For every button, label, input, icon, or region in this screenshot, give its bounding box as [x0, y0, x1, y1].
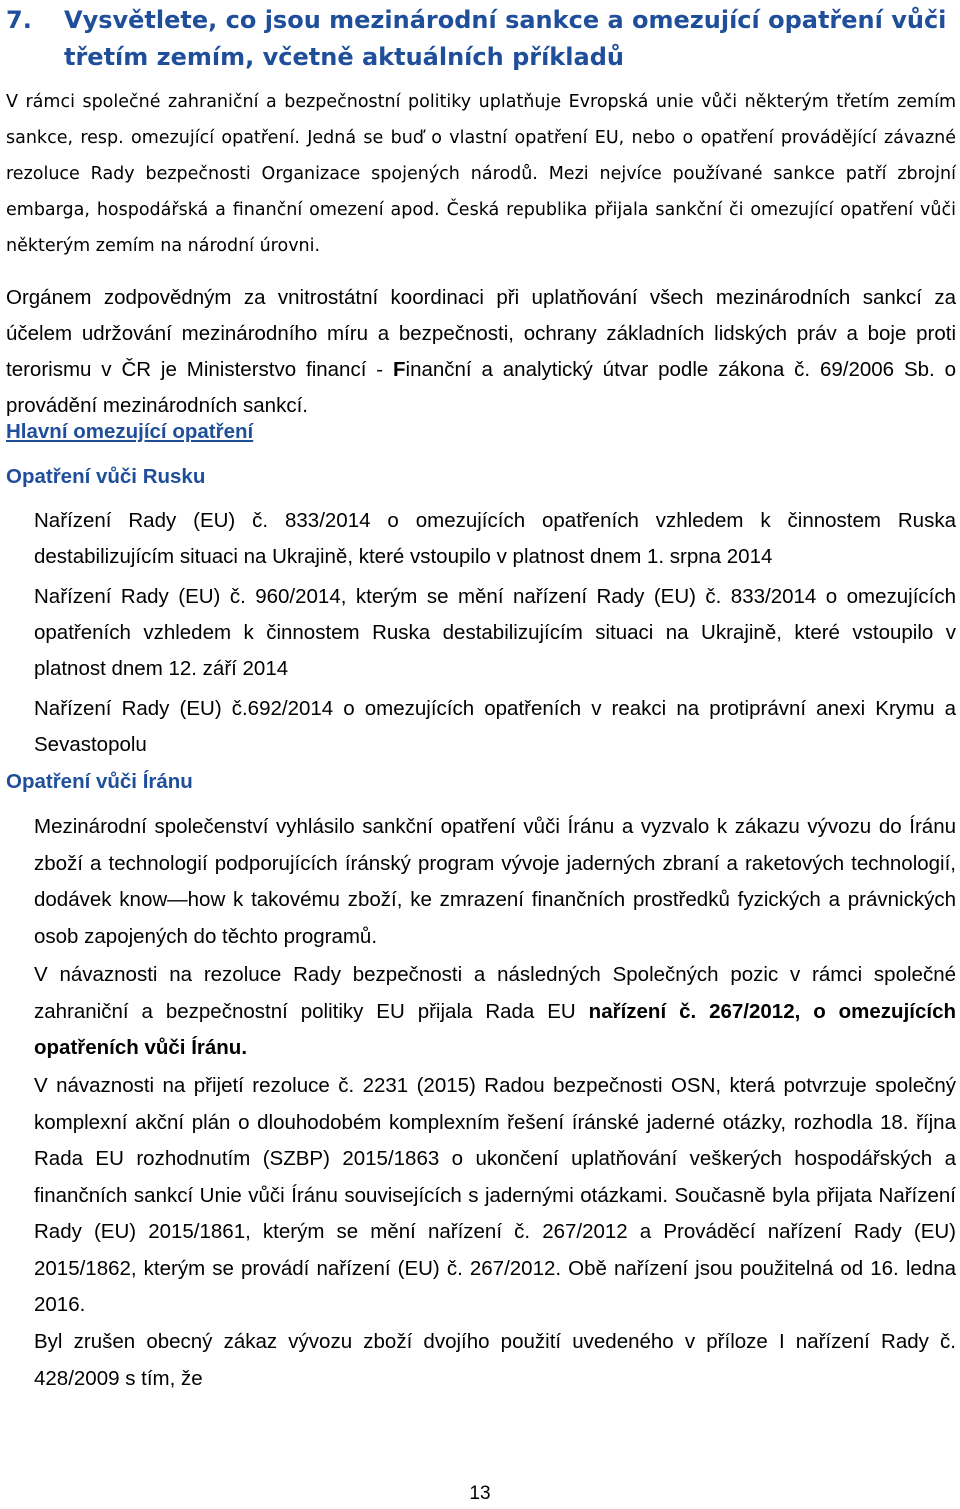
iran-regulation-text: V návaznosti na rezoluce Rady bezpečnosti a následných Společných pozic v rámci společné zahraniční a bezpečnostní politiky EU přijala Rada EU — [34, 963, 956, 1023]
iran-paragraph-dual-use: Byl zrušen obecný zákaz vývozu zboží dvojího použití uvedeného v příloze I nařízení Rady č. 428/2009 s tím, že — [34, 1330, 956, 1390]
iran-paragraph-regulation — [34, 957, 956, 1067]
iran-heading: Opatření vůči Íránu — [6, 770, 193, 793]
coordination-text-before: Orgánem zodpovědným za vnitrostátní koordinaci při uplatňování všech mezinárodních sankcí za účelem udržování mezinárodního míru a bezpečnosti, ochrany základních lidských práv a boje proti terorismu v ČR je Ministerstvo financí - — [6, 286, 956, 381]
russia-regulation-833: Nařízení Rady (EU) č. 833/2014 o omezujících opatřeních vzhledem k činnostem Ruska destabilizujícím situaci na Ukrajině, které vstoupilo v platnost dnem 1. srpna 2014 — [34, 509, 956, 568]
intro-paragraph: V rámci společné zahraniční a bezpečnostní politiky uplatňuje Evropská unie vůči některým třetím zemím sankce, resp. omezující opatření. Jedná se buď o vlastní opatření EU, nebo o opatření provádějící závazné rezoluce Rady bezpečnosti Organizace spojených národů. Mezi nejvíce používané sankce patří zbrojní embarga, hospodářská a finanční omezení apod. Česká republika přijala sankční či omezující opatření vůči některým zemím na národní úrovni. — [6, 92, 956, 256]
russia-heading: Opatření vůči Rusku — [6, 465, 206, 488]
russia-regulation-692: Nařízení Rady (EU) č.692/2014 o omezujících opatřeních v reakci na protiprávní anexi Krymu a Sevastopolu — [34, 697, 956, 756]
question-title: Vysvětlete, co jsou mezinárodní sankce a omezující opatření vůči třetím zemím, včetně aktuálních příkladů — [64, 6, 947, 71]
iran-paragraph-resolution: V návaznosti na přijetí rezoluce č. 2231 (2015) Radou bezpečnosti OSN, která potvrzuje společný komplexní akční plán o dlouhodobém komplexním řešení íránské jaderné otázky, rozhodla 18. října Rada EU rozhodnutím (SZBP) 2015/1863 o ukončení uplatňování veškerých hospodářských a finančních sankcí Unie vůči Íránu souvisejících s jadernými otázkami. Současně byla přijata Nařízení Rady (EU) 2015/1861, kterým se mění nařízení č. 267/2012 a Prováděcí nařízení Rady (EU) 2015/1862, kterým se provádí nařízení (EU) č. 267/2012. Obě nařízení jsou použitelná od 16. ledna 2016. — [34, 1074, 956, 1316]
coordination-text-after: inanční a analytický útvar podle zákona č. 69/2006 Sb. o provádění mezinárodních sankcí. — [6, 358, 956, 417]
iran-regulation-bold: nařízení č. 267/2012, o omezujících opatřeních vůči Íránu. — [34, 999, 956, 1059]
coordination-text-bold: F — [392, 358, 406, 381]
main-measures-heading: Hlavní omezující opatření — [6, 420, 254, 443]
page-number: 13 — [469, 1483, 491, 1504]
question-number: 7. — [6, 6, 32, 34]
russia-regulation-960: Nařízení Rady (EU) č. 960/2014, kterým se mění nařízení Rady (EU) č. 833/2014 o omezujících opatřeních vzhledem k činnostem Ruska destabilizujícím situaci na Ukrajině, které vstoupilo v platnost dnem 12. září 2014 — [34, 585, 956, 680]
coordination-paragraph — [6, 280, 956, 424]
iran-paragraph-sanctions: Mezinárodní společenství vyhlásilo sankční opatření vůči Íránu a vyzvalo k zákazu vývozu do Íránu zboží a technologií podporujících íránský program vývoje jaderných zbraní a raketových technologií, dodávek know—how k takovému zboží, ke zmrazení finančních prostředků fyzických a právnických osob zapojených do těchto programů. — [34, 815, 956, 948]
